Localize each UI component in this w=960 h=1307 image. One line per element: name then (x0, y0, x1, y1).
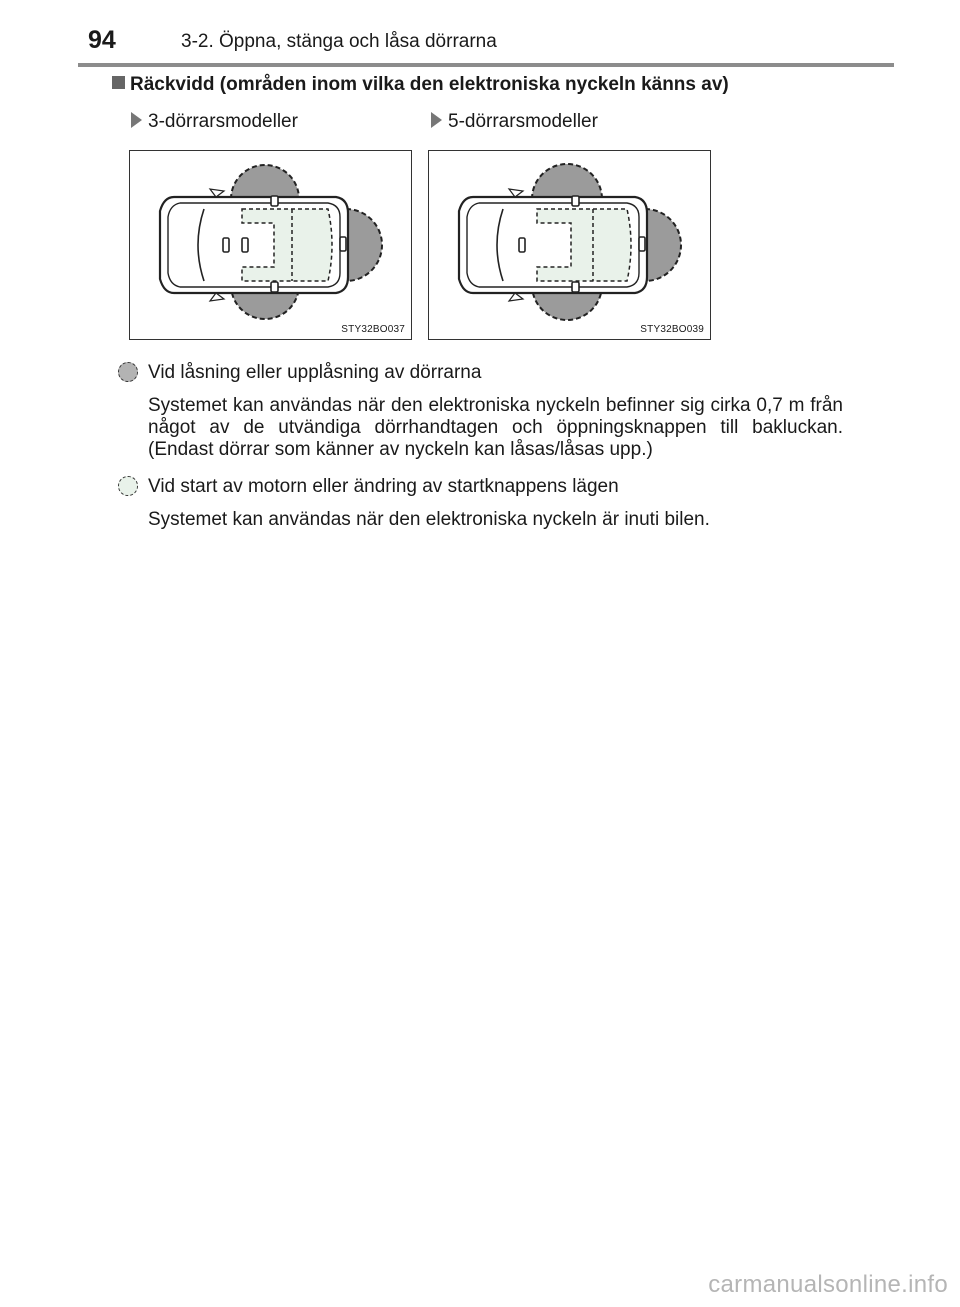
tailgate-button (340, 237, 346, 251)
figure-code-5-door: STY32BO039 (640, 324, 704, 335)
interior-antenna-middle (242, 238, 248, 252)
page-number: 94 (88, 26, 116, 54)
detection-zone-top (532, 164, 602, 199)
detection-zone-rear (645, 209, 681, 281)
caption-3-door (131, 111, 298, 133)
figure-3-door-range (129, 150, 412, 340)
tailgate-button (639, 237, 645, 251)
figure-5-door-range (428, 150, 711, 340)
caption-5-door (431, 111, 598, 133)
caption-5-door-text: 5-dörrarsmodeller (448, 111, 598, 132)
legend-label: Vid låsning eller upplåsning av dörrarna (148, 362, 482, 383)
watermark: carmanualsonline.info (708, 1271, 948, 1298)
header-rule (78, 63, 894, 67)
door-handle-left (572, 196, 579, 206)
triangle-bullet-icon (431, 112, 442, 128)
door-handle-right (572, 282, 579, 292)
light-dashed-circle-icon (118, 476, 138, 496)
door-handle-right (271, 282, 278, 292)
running-title: 3-2. Öppna, stänga och låsa dörrarna (181, 31, 497, 52)
mirror-right (509, 293, 523, 301)
car-range-diagram-5-door (429, 151, 710, 339)
legend-body: Systemet kan användas när den elektroniska nyckeln befinner sig cirka 0,7 m från något av de utvändiga dörrhandtagen och öppningsknappen till bakluckan. (Endast dörrar som känner av nyckeln kan låsas/låsas upp.) (148, 395, 843, 460)
gray-dashed-circle-icon (118, 362, 138, 382)
square-bullet-icon (112, 76, 125, 89)
detection-zone-top (231, 165, 299, 199)
door-handle-left (271, 196, 278, 206)
detection-zone-rear (346, 209, 382, 281)
interior-antenna-front (519, 238, 525, 252)
legend-body: Systemet kan användas när den elektroniska nyckeln är inuti bilen. (148, 509, 710, 530)
section-heading (112, 74, 729, 96)
mirror-left (509, 189, 523, 197)
car-range-diagram-3-door (130, 151, 411, 339)
mirror-right (210, 293, 224, 301)
section-heading-text: Räckvidd (områden inom vilka den elektroniska nyckeln känns av) (130, 74, 729, 95)
interior-antenna-front (223, 238, 229, 252)
mirror-left (210, 189, 224, 197)
caption-3-door-text: 3-dörrarsmodeller (148, 111, 298, 132)
legend-label: Vid start av motorn eller ändring av startknappens lägen (148, 476, 619, 497)
figure-code-3-door: STY32BO037 (341, 324, 405, 335)
triangle-bullet-icon (131, 112, 142, 128)
